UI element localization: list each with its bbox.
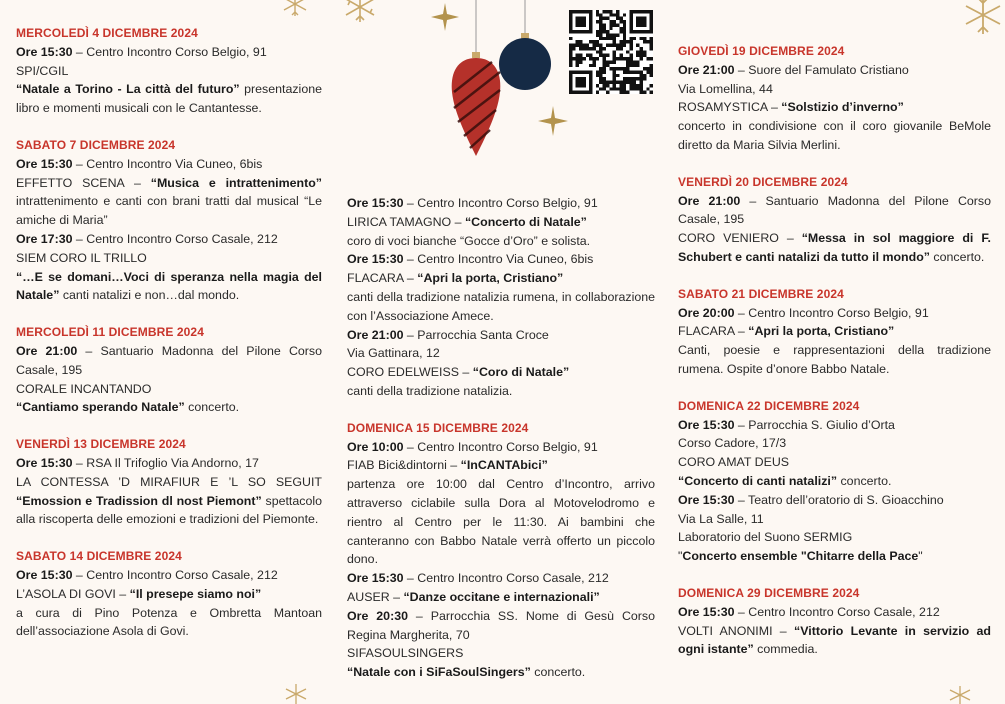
event-line [678,117,991,155]
event-text: – Centro Incontro Corso Casale, 212 [72,567,278,582]
event-highlight: Ore 15:30 [678,604,735,619]
event-line [16,380,322,399]
event-line [678,434,991,453]
event-line [347,475,655,569]
event-text: LIRICA TAMAGNO – [347,214,465,229]
events-column-1 [16,24,322,659]
event-highlight: “Il presepe siamo noi” [129,586,262,601]
event-line [16,398,322,417]
event-line [16,454,322,473]
event-highlight: Ore 20:00 [678,305,735,320]
event-line [16,62,322,81]
event-line [347,269,655,288]
event-block [16,24,322,118]
event-line [347,326,655,345]
event-text: CORALE INCANTANDO [16,381,152,396]
event-text: – Centro Incontro Corso Belgio, 91 [72,44,267,59]
event-text: CORO EDELWEISS – [347,365,473,380]
event-line [678,472,991,491]
event-text: – Suore del Famulato Cristiano [734,62,909,77]
qr-code [569,10,653,94]
event-text: " [918,549,923,564]
event-text: – Santuario Madonna del Pilone Corso Casale, 195 [16,343,322,377]
event-line [678,322,991,341]
event-date-heading: SABATO 14 DICEMBRE 2024 [16,549,182,564]
event-text: – Parrocchia SS. Nome di Gesù Corso Regina Margherita, 70 [347,608,655,642]
event-text: spettacolo alla riscoperta delle emozioni e tradizioni del Piemonte. [16,493,322,527]
event-date-heading: VENERDÌ 20 DICEMBRE 2024 [678,174,848,189]
event-date-heading: SABATO 21 DICEMBRE 2024 [678,286,844,301]
event-text: canti della tradizione natalizia rumena, in collaborazione con l’Associazione Amece. [347,289,655,323]
event-highlight: Ore 15:30 [16,567,73,582]
event-text: – Parrocchia Santa Croce [403,327,549,342]
event-highlight: Ore 15:30 [347,252,404,267]
event-line [347,232,655,251]
event-line [347,644,655,663]
event-text: canti natalizi e non…dal mondo. [59,288,240,303]
event-highlight: “Coro di Natale” [472,365,570,380]
event-highlight: “Concerto di Natale” [464,214,587,229]
event-block [347,419,655,682]
event-highlight: “Natale con i SiFaSoulSingers” [347,665,531,680]
event-text: VOLTI ANONIMI – [678,623,795,638]
event-text: – Centro Incontro Via Cuneo, 6bis [403,252,594,267]
event-text: LA CONTESSA ’D MIRAFIUR E ’L SO SEGUIT [16,474,322,489]
event-highlight: Ore 21:00 [347,327,404,342]
event-text: coro di voci bianche “Gocce d’Oro” e solista. [347,233,591,248]
event-text: Via La Salle, 11 [678,511,764,526]
event-text: – Centro Incontro Corso Casale, 212 [734,604,940,619]
event-text: – Centro Incontro Via Cuneo, 6bis [72,156,263,171]
event-highlight: “Vittorio Levante in servizio ad ogni istante” [678,623,991,657]
event-text: presentazione libro e momenti musicali con le Cantantesse. [16,82,322,116]
event-highlight: Ore 15:30 [16,156,73,171]
event-highlight: Ore 15:30 [678,417,735,432]
events-column-2 [347,194,655,700]
event-line [16,268,322,306]
christmas-ornament [495,0,555,100]
event-highlight: “Emossion e Tradission dl nost Piemont” [16,493,262,508]
event-highlight: Ore 21:00 [678,62,735,77]
snowflake-icon [278,0,312,18]
event-highlight: “Apri la porta, Cristiano” [748,324,895,339]
event-text: canti della tradizione natalizia. [347,383,513,398]
event-block [16,435,322,529]
event-line [347,363,655,382]
event-date-heading: DOMENICA 22 DICEMBRE 2024 [678,398,860,413]
event-text: ROSAMYSTICA – [678,100,782,115]
event-text: – RSA Il Trifoglio Via Andorno, 17 [72,455,259,470]
event-block [678,584,991,659]
event-text: – Teatro dell’oratorio di S. Gioacchino [734,492,944,507]
event-line [347,194,655,213]
event-highlight: Ore 10:00 [347,439,404,454]
event-highlight: “Natale a Torino - La città del futuro” [16,82,240,97]
event-line [16,80,322,118]
event-highlight: Concerto ensemble "Chitarre della Pace [682,549,919,564]
event-text: Via Gattinara, 12 [347,346,440,361]
event-text: – Santuario Madonna del Pilone Corso Casale, 195 [678,193,991,227]
event-line [16,230,322,249]
event-highlight: “Concerto di canti natalizi” [678,473,838,488]
event-text: intrattenimento e canti con brani tratti dal musical “Le amiche di Maria” [16,194,322,228]
event-highlight: Ore 15:30 [16,455,73,470]
event-line [678,80,991,99]
event-line [347,382,655,401]
event-line [678,453,991,472]
event-block [678,42,991,155]
event-block [347,194,655,401]
event-text: Laboratorio del Suono SERMIG [678,530,853,545]
event-text: CORO VENIERO – [678,231,802,246]
event-text: L’ASOLA DI GOVI – [16,586,130,601]
event-line [16,174,322,230]
event-block [16,547,322,641]
event-line [347,344,655,363]
event-block [678,173,991,267]
event-line [347,288,655,326]
event-highlight: “Musica e intrattenimento” [150,175,322,190]
event-line [347,569,655,588]
event-highlight: Ore 15:30 [347,571,404,586]
event-line [678,547,991,566]
event-line [678,416,991,435]
snowflake-icon [962,0,1004,36]
event-text: concerto. [184,400,240,415]
event-text: SIEM CORO IL TRILLO [16,250,147,265]
snowflake-icon [946,686,974,704]
event-highlight: “Messa in sol maggiore di F. Schubert e canti natalizi da tutto il mondo” [678,231,991,264]
event-text: CORO AMAT DEUS [678,455,790,470]
event-line [678,192,991,230]
event-text: – Centro Incontro Corso Belgio, 91 [403,196,598,210]
event-line [678,229,991,267]
event-text: – Centro Incontro Corso Casale, 212 [72,231,278,246]
event-text: " [678,549,683,564]
event-line [678,510,991,529]
event-line [678,528,991,547]
event-text: – Centro Incontro Corso Casale, 212 [403,571,609,586]
event-line [678,98,991,117]
event-highlight: Ore 17:30 [16,231,73,246]
event-text: concerto in condivisione con il coro giovanile BeMole diretto da Maria Silvia Merlini. [678,119,991,152]
event-highlight: “InCANTAbici” [460,458,548,473]
event-line [678,622,991,660]
event-block [678,397,991,566]
event-block [16,136,322,305]
event-text: – Centro Incontro Corso Belgio, 91 [403,439,598,454]
event-line [16,155,322,174]
event-text: a cura di Pino Potenza e Ombretta Mantoan dell’associazione Asola di Govi. [16,605,322,639]
event-text: Corso Cadore, 17/3 [678,436,787,451]
event-text: – Centro Incontro Corso Belgio, 91 [734,305,929,320]
event-line [16,585,322,604]
event-text: AUSER – [347,589,404,604]
event-line [16,43,322,62]
snowflake-icon [340,0,380,24]
event-text: FIAB Bici&dintorni – [347,458,461,473]
event-date-heading: SABATO 7 DICEMBRE 2024 [16,137,176,152]
event-line [16,604,322,642]
event-date-heading: VENERDÌ 13 DICEMBRE 2024 [16,437,186,452]
event-text: EFFETTO SCENA – [16,175,151,190]
event-line [678,341,991,379]
event-highlight: “Apri la porta, Cristiano” [417,271,564,286]
event-highlight: Ore 20:30 [347,608,408,623]
event-date-heading: DOMENICA 29 DICEMBRE 2024 [678,585,860,600]
event-text: SPI/CGIL [16,63,69,78]
event-date-heading: DOMENICA 15 DICEMBRE 2024 [347,420,529,435]
event-line [16,473,322,529]
event-line [16,342,322,380]
event-line [347,588,655,607]
event-text: concerto. [530,665,586,680]
event-highlight: Ore 21:00 [678,193,741,208]
event-line [16,566,322,585]
event-date-heading: MERCOLEDÌ 11 DICEMBRE 2024 [16,325,204,340]
events-column-3 [678,42,991,677]
event-line [347,663,655,682]
event-line [347,438,655,457]
event-text: commedia. [753,642,818,657]
event-line [347,456,655,475]
event-text: concerto. [929,249,985,264]
event-highlight: Ore 21:00 [16,343,78,358]
star-icon [538,106,568,136]
event-line [347,213,655,232]
event-block [16,323,322,417]
event-date-heading: GIOVEDÌ 19 DICEMBRE 2024 [678,44,845,58]
event-text: Canti, poesie e rappresentazioni della tradizione rumena. Ospite d’onore Babbo Natale. [678,343,991,376]
event-text: FLACARA – [347,271,418,286]
event-highlight: “…E se domani…Voci di speranza nella magia del Natale” [16,269,322,303]
event-text: partenza ore 10:00 dal Centro d’Incontro, arrivo attraverso ciclabile sulla Dora al Motovelodromo e rientro al Centro per le 11:30. Ai bambini che canteranno con Babbo Natale verrà offerto un piccolo dono. [347,477,655,567]
event-text: – Parrocchia S. Giulio d’Orta [734,417,895,432]
event-line [678,304,991,323]
event-highlight: Ore 15:30 [678,492,735,507]
event-highlight: “Danze occitane e internazionali” [403,589,600,604]
snowflake-icon [282,684,310,704]
event-date-heading: MERCOLEDÌ 4 DICEMBRE 2024 [16,26,198,40]
event-line [347,607,655,645]
event-line [16,249,322,268]
event-block [678,285,991,379]
event-text: concerto. [837,473,892,488]
event-line [678,491,991,510]
event-highlight: Ore 15:30 [16,44,73,59]
event-text: FLACARA – [678,324,749,339]
event-highlight: “Cantiamo sperando Natale” [16,400,185,415]
event-text: Via Lomellina, 44 [678,81,773,96]
event-line [678,61,991,80]
event-text: SIFASOULSINGERS [347,646,464,661]
event-line [347,250,655,269]
event-highlight: Ore 15:30 [347,196,404,210]
event-line [678,603,991,622]
event-highlight: “Solstizio d’inverno” [781,100,904,115]
